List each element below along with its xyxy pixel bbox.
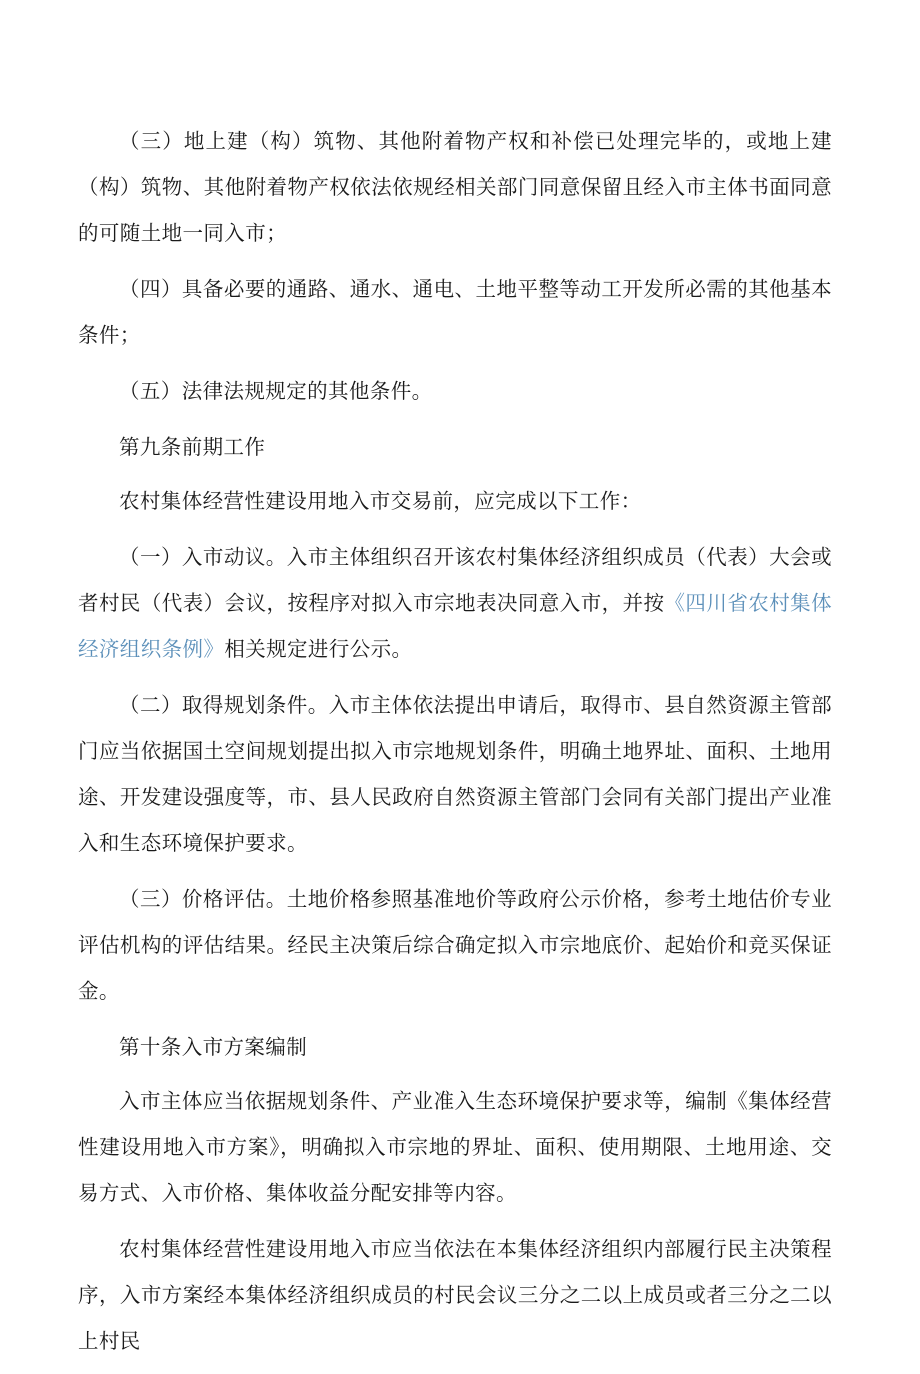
heading-text: 第九条前期工作 xyxy=(119,435,266,459)
paragraph-text: 相关规定进行公示。 xyxy=(224,637,413,661)
article-heading xyxy=(78,1024,832,1070)
paragraph xyxy=(78,876,832,1014)
article-heading xyxy=(78,424,832,470)
paragraph-text: （二）取得规划条件。入市主体依法提出申请后，取得市、县自然资源主管部门应当依据国土空间规划提出拟入市宗地规划条件，明确土地界址、面积、土地用途、开发建设强度等，市、县人民政府自然资源主管部门会同有关部门提出产业准入和生态环境保护要求。 xyxy=(78,693,832,855)
document-body xyxy=(78,118,832,1374)
paragraph-text: 农村集体经营性建设用地入市应当依法在本集体经济组织内部履行民主决策程序，入市方案经本集体经济组织成员的村民会议三分之二以上成员或者三分之二以上村民 xyxy=(78,1237,832,1353)
paragraph-text: （五）法律法规规定的其他条件。 xyxy=(119,379,433,403)
paragraph xyxy=(78,118,832,256)
paragraph xyxy=(78,534,832,672)
paragraph-text: （三）地上建（构）筑物、其他附着物产权和补偿已处理完毕的，或地上建（构）筑物、其他附着物产权依法依规经相关部门同意保留且经入市主体书面同意的可随土地一同入市； xyxy=(78,129,832,245)
paragraph xyxy=(78,1226,832,1364)
paragraph-text: （三）价格评估。土地价格参照基准地价等政府公示价格，参考土地估价专业评估机构的评估结果。经民主决策后综合确定拟入市宗地底价、起始价和竞买保证金。 xyxy=(78,887,832,1003)
paragraph-text: 入市主体应当依据规划条件、产业准入生态环境保护要求等，编制《集体经营性建设用地入市方案》，明确拟入市宗地的界址、面积、使用期限、土地用途、交易方式、入市价格、集体收益分配安排等内容。 xyxy=(78,1089,832,1205)
paragraph xyxy=(78,1078,832,1216)
paragraph-text: 农村集体经营性建设用地入市交易前，应完成以下工作： xyxy=(119,489,642,513)
paragraph xyxy=(78,478,832,524)
regulation-link[interactable]: 《四川省农村集体经济组织条例》 xyxy=(78,591,833,661)
paragraph-text: （四）具备必要的通路、通水、通电、土地平整等动工开发所必需的其他基本条件； xyxy=(78,277,832,347)
heading-text: 第十条入市方案编制 xyxy=(119,1035,308,1059)
paragraph-text: （一）入市动议。入市主体组织召开该农村集体经济组织成员（代表）大会或者村民（代表）会议，按程序对拟入市宗地表决同意入市，并按 xyxy=(78,545,832,615)
paragraph xyxy=(78,682,832,866)
paragraph xyxy=(78,266,832,358)
paragraph xyxy=(78,368,832,414)
